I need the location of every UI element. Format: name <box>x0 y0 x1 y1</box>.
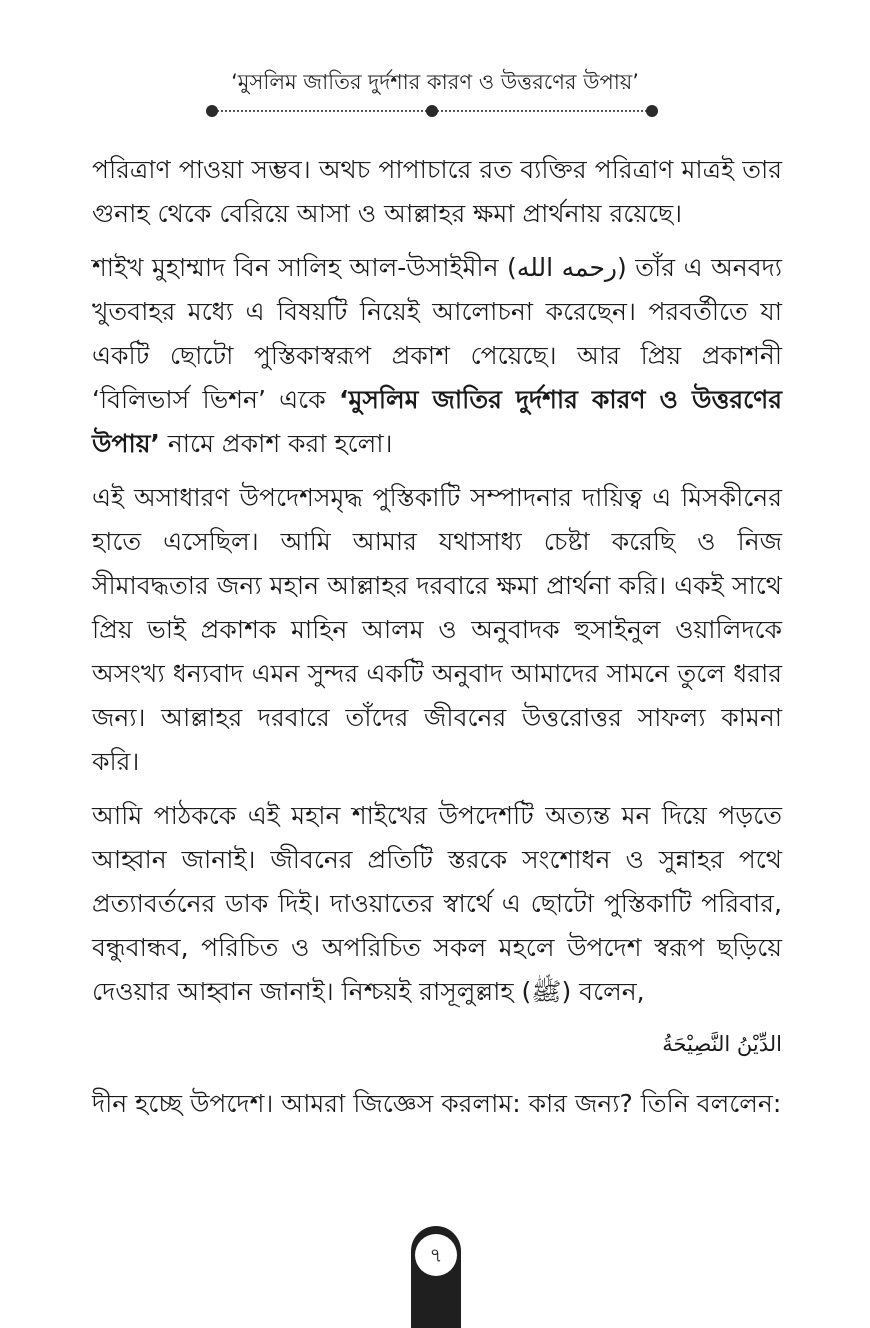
paragraph-2 <box>92 246 782 466</box>
paragraph-2-text: শাইখ মুহাম্মাদ বিন সালিহ আল-উসাইমীন (رحمه الله) তাঁর এ অনবদ্য খুতবাহর মধ্যে এ বিষয়টি নিয়েই আলোচনা করেছেন। পরবর্তীতে যা একটি ছোটো পুস্তিকাস্বরূপ প্রকাশ পেয়েছে। আর প্রিয় প্রকাশনী ‘বিলিভার্স ভিশন’ একে <box>92 253 783 414</box>
paragraph-4: আমি পাঠককে এই মহান শাইখের উপদেশটি অত্যন্ত মন দিয়ে পড়তে আহ্বান জানাই। জীবনের প্রতিটি স্তরকে সংশোধন ও সুন্নাহর পথে প্রত্যাবর্তনের ডাক দিই। দাওয়াতের স্বার্থে এ ছোটো পুস্তিকাটি পরিবার, বন্ধুবান্ধব, পরিচিত ও অপরিচিত সকল মহলে উপদেশ স্বরূপ ছড়িয়ে দেওয়ার আহ্বান জানাই। নিশ্চয়ই রাসূলুল্লাহ (ﷺ) বলেন, <box>92 801 782 1006</box>
header-divider <box>206 104 658 118</box>
arabic-hadith-quote: الدِّيْنُ النَّصِيْحَةُ <box>662 1032 782 1056</box>
divider-dot-left <box>206 105 218 117</box>
paragraph-2-end: নামে প্রকাশ করা হলো। <box>167 429 393 458</box>
page-body <box>92 148 782 1136</box>
paragraph-5: দীন হচ্ছে উপদেশ। আমরা জিজ্ঞেস করলাম: কার জন্য? তিনি বললেন: <box>92 1089 782 1118</box>
divider-dot-center <box>426 105 438 117</box>
book-title-bold: ‘মুসলিম জাতির দুর্দশার কারণ ও উত্তরণের উপায়’ <box>92 385 782 458</box>
paragraph-3: এই অসাধারণ উপদেশসমৃদ্ধ পুস্তিকাটি সম্পাদনার দায়িত্ব এ মিসকীনের হাতে এসেছিল। আমি আমার যথাসাধ্য চেষ্টা করেছি ও নিজ সীমাবদ্ধতার জন্য মহান আল্লাহর দরবারে ক্ষমা প্রার্থনা করি। একই সাথে প্রিয় ভাই প্রকাশক মাহিন আলম ও অনুবাদক হুসাইনুল ওয়ালিদকে অসংখ্য ধন্যবাদ এমন সুন্দর একটি অনুবাদ আমাদের সামনে তুলে ধরার জন্য। আল্লাহর দরবারে তাঁদের জীবনের উত্তরোত্তর সাফল্য কামনা করি। <box>92 483 782 776</box>
paragraph-1: পরিত্রাণ পাওয়া সম্ভব। অথচ পাপাচারে রত ব্যক্তির পরিত্রাণ মাত্রই তার গুনাহ থেকে বেরিয়ে আসা ও আল্লাহর ক্ষমা প্রার্থনায় রয়েছে। <box>92 155 782 228</box>
page-number: ৭ <box>415 1234 457 1276</box>
divider-dot-right <box>646 105 658 117</box>
running-header-title: ‘মুসলিম জাতির দুর্দশার কারণ ও উত্তরণের উপায়’ <box>231 70 639 94</box>
